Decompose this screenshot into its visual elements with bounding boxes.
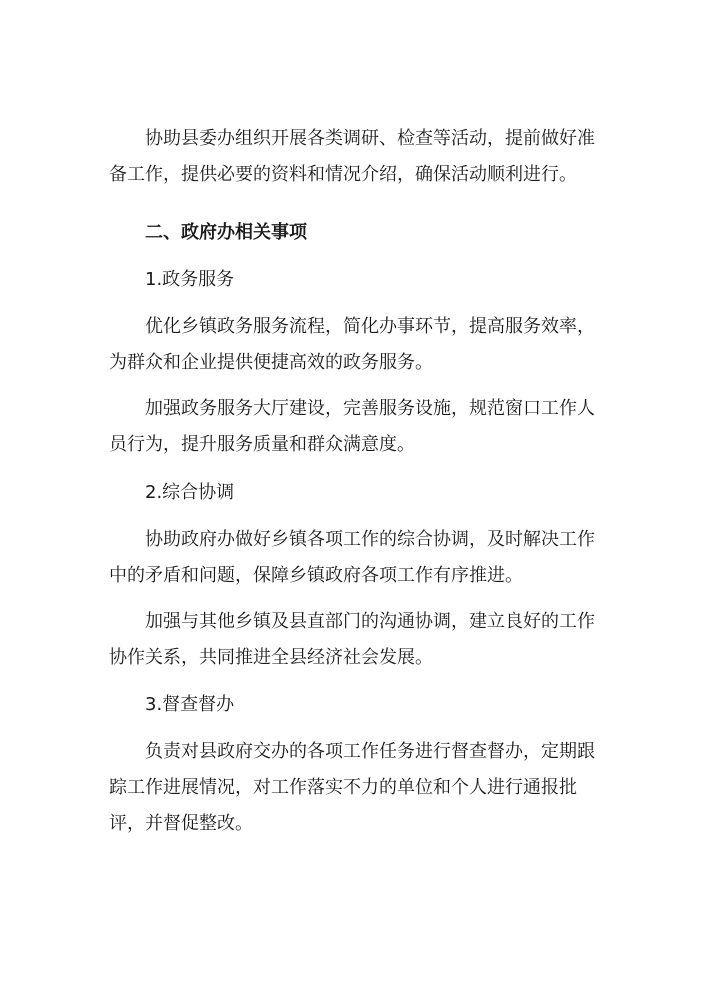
section-heading-government-office: 二、政府办相关事项	[145, 222, 307, 243]
paragraph-communication: 加强与其他乡镇及县直部门的沟通协调，建立良好的工作协作关系，共同推进全县经济社会发展。	[109, 611, 595, 668]
paragraph-survey-support: 协助县委办组织开展各类调研、检查等活动，提前做好准备工作，提供必要的资料和情况介绍，确保活动顺利进行。	[109, 128, 595, 185]
paragraph-supervision-duties: 负责对县政府交办的各项工作任务进行督查督办，定期跟踪工作进展情况，对工作落实不力的单位和个人进行通报批评，并督促整改。	[109, 741, 595, 834]
paragraph-service-hall: 加强政务服务大厅建设，完善服务设施，规范窗口工作人员行为，提升服务质量和群众满意度。	[109, 398, 595, 455]
paragraph-assist-coordination: 协助政府办做好乡镇各项工作的综合协调，及时解决工作中的矛盾和问题，保障乡镇政府各项工作有序推进。	[109, 529, 595, 586]
subheading-government-services: 1.政务服务	[145, 269, 235, 290]
subheading-coordination: 2.综合协调	[145, 482, 235, 503]
subheading-supervision: 3.督查督办	[145, 694, 235, 715]
paragraph-optimize-services: 优化乡镇政务服务流程，简化办事环节，提高服务效率，为群众和企业提供便捷高效的政务服务。	[109, 316, 595, 373]
